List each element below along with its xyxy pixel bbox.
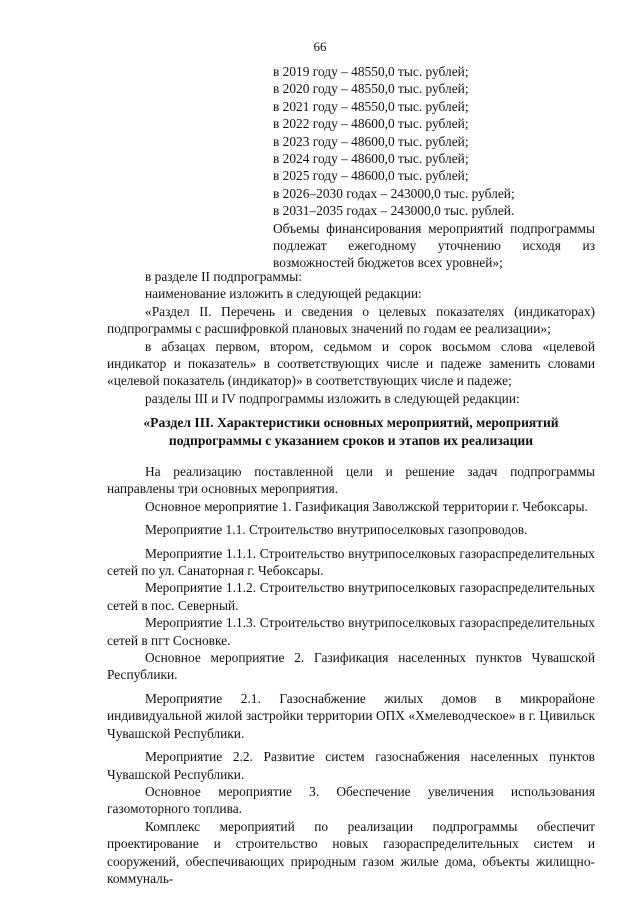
body-paragraph: Мероприятие 1.1.2. Строительство внутрипоселковых газораспределительных сетей в пос. Северный.: [107, 580, 595, 613]
amendment-paragraph: в абзацах первом, втором, седьмом и сорок восьмом слова «целевой индикатор и показатель» в соответствующих числе и падеже заменить словами «целевой показатель (индикатор)» в соответствующих числе и падеже;: [107, 338, 595, 389]
body-paragraph: Мероприятие 1.1. Строительство внутрипоселковых газопроводов.: [145, 522, 528, 538]
body-paragraph: Мероприятие 2.1. Газоснабжение жилых домов в микрорайоне индивидуальной жилой застройки территории ОПХ «Хмелеводческое» в г. Цивильск Чувашской Республики.: [107, 690, 595, 741]
page-number: 66: [313, 39, 327, 54]
body-paragraph: Комплекс мероприятий по реализации подпрограммы обеспечит проектирование и строительство новых газораспределительных систем и сооружений, обеспечивающих природным газом жилые дома, объекты жилищно-коммуналь-: [107, 818, 595, 886]
amendment-paragraph: «Раздел II. Перечень и сведения о целевых показателях (индикаторах) подпрограммы с расшифровкой плановых значений по годам ее реализации»;: [107, 303, 595, 337]
financing-year-2022: в 2022 году – 48600,0 тыс. рублей;: [273, 116, 469, 132]
section-heading: «Раздел III. Характеристики основных мероприятий, мероприятий подпрограммы с указанием сроков и этапов их реализации: [143, 415, 559, 448]
financing-note: Объемы финансирования мероприятий подпрограммы подлежат ежегодному уточнению исходя из возможностей бюджетов всех уровней»;: [273, 220, 595, 271]
body-paragraph: Мероприятие 2.2. Развитие систем газоснабжения населенных пунктов Чувашской Республики.: [107, 749, 595, 782]
amendments-block: [107, 268, 595, 407]
amendment-paragraph: наименование изложить в следующей редакции:: [145, 286, 422, 302]
body-paragraph: Основное мероприятие 3. Обеспечение увеличения использования газомоторного топлива.: [107, 783, 595, 817]
body-paragraph: Основное мероприятие 2. Газификация населенных пунктов Чувашской Республики.: [107, 650, 595, 683]
financing-year-2025: в 2025 году – 48600,0 тыс. рублей;: [273, 168, 469, 184]
financing-year-2020: в 2020 году – 48550,0 тыс. рублей;: [273, 81, 469, 97]
financing-year-2019: в 2019 году – 48550,0 тыс. рублей;: [273, 64, 469, 79]
amendment-paragraph: в разделе II подпрограммы:: [145, 269, 302, 284]
financing-year-2021: в 2021 году – 48550,0 тыс. рублей;: [273, 98, 469, 114]
body-paragraph: На реализацию поставленной цели и решение задач подпрограммы направлены три основных мероприятия.: [107, 464, 595, 497]
financing-year-2024: в 2024 году – 48600,0 тыс. рублей;: [273, 151, 469, 167]
section-body: [107, 463, 595, 887]
financing-year-2023: в 2023 году – 48600,0 тыс. рублей;: [273, 133, 469, 149]
amendment-paragraph: разделы III и IV подпрограммы изложить в следующей редакции:: [145, 390, 520, 406]
body-paragraph: Мероприятие 1.1.1. Строительство внутрипоселковых газораспределительных сетей по ул. Санаторная г. Чебоксары.: [107, 545, 595, 579]
body-paragraph: Мероприятие 1.1.3. Строительство внутрипоселковых газораспределительных сетей в пгт Сосновке.: [107, 615, 595, 648]
body-paragraph: Основное мероприятие 1. Газификация Заволжской территории г. Чебоксары.: [145, 498, 588, 514]
financing-years-2031-2035: в 2031–2035 годах – 243000,0 тыс. рублей.: [273, 203, 515, 219]
financing-block: [273, 63, 595, 272]
financing-years-2026-2030: в 2026–2030 годах – 243000,0 тыс. рублей;: [273, 185, 515, 201]
